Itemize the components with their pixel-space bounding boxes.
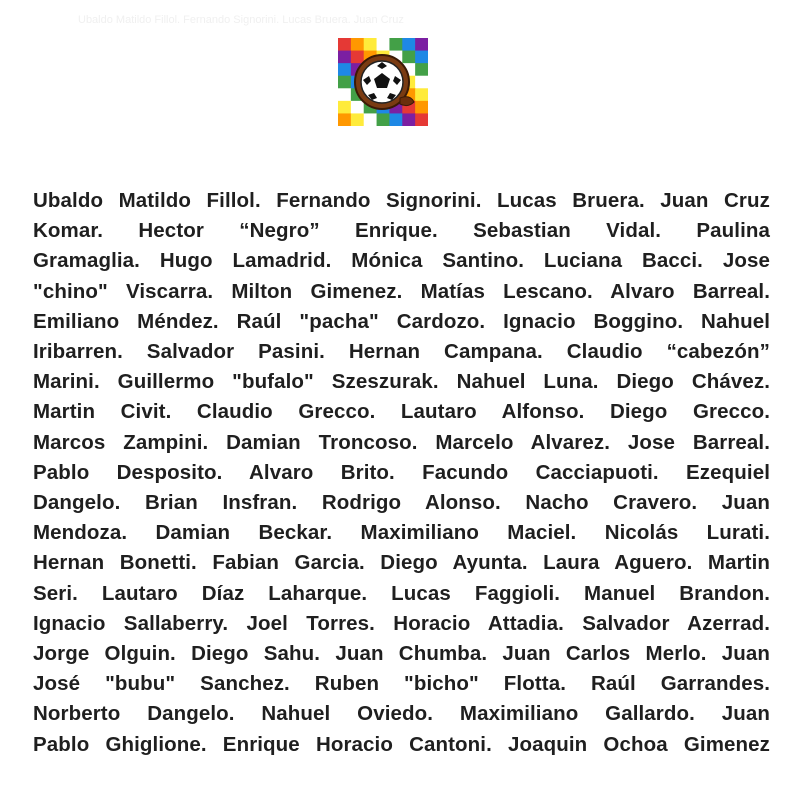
names-line: Marcos Zampini. Damian Troncoso. Marcelo Alvarez. Jose Barreal. (33, 430, 770, 454)
logo-grid-cell (389, 113, 402, 126)
names-line: Pablo Ghiglione. Enrique Horacio Cantoni. Joaquin Ochoa Gimenez (33, 732, 770, 756)
logo-grid-cell (338, 88, 351, 101)
logo-grid-cell (415, 76, 428, 89)
names-line: Dangelo. Brian Insfran. Rodrigo Alonso. Nacho Cravero. Juan (33, 491, 770, 515)
faded-header-text: Ubaldo Matildo Fillol. Fernando Signorini. Lucas Bruera. Juan Cruz (78, 14, 404, 26)
logo-grid-cell (415, 63, 428, 76)
names-line: Marini. Guillermo "bufalo" Szeszurak. Nahuel Luna. Diego Chávez. (33, 370, 770, 394)
logo-grid-cell (377, 38, 390, 51)
names-line: Emiliano Méndez. Raúl "pacha" Cardozo. Ignacio Boggino. Nahuel (33, 309, 770, 333)
logo-grid-cell (402, 113, 415, 126)
names-line: Norberto Dangelo. Nahuel Oviedo. Maximiliano Gallardo. Juan (33, 702, 770, 726)
names-line: José "bubu" Sanchez. Ruben "bicho" Flotta. Raúl Garrandes. (33, 672, 770, 696)
names-line: "chino" Viscarra. Milton Gimenez. Matías Lescano. Alvaro Barreal. (33, 279, 770, 303)
logo-grid-cell (351, 113, 364, 126)
names-line: Jorge Olguin. Diego Sahu. Juan Chumba. Juan Carlos Merlo. Juan (33, 642, 770, 666)
names-line: Ignacio Sallaberry. Joel Torres. Horacio Attadia. Salvador Azerrad. (33, 611, 770, 635)
logo-grid-cell (351, 101, 364, 114)
names-line: Pablo Desposito. Alvaro Brito. Facundo Cacciapuoti. Ezequiel (33, 460, 770, 484)
logo-grid-cell (415, 113, 428, 126)
names-line: Seri. Lautaro Díaz Laharque. Lucas Faggioli. Manuel Brandon. (33, 581, 770, 605)
names-line: Martin Civit. Claudio Grecco. Lautaro Alfonso. Diego Grecco. (33, 400, 770, 424)
names-line: Iribarren. Salvador Pasini. Hernan Campana. Claudio “cabezón” (33, 340, 770, 364)
logo-grid-cell (351, 51, 364, 64)
logo-grid-cell (338, 63, 351, 76)
logo-grid-cell (338, 38, 351, 51)
logo-grid-cell (364, 38, 377, 51)
logo-graphic (338, 38, 428, 126)
logo-grid-cell (415, 88, 428, 101)
logo-grid-cell (338, 113, 351, 126)
logo-grid-cell (415, 51, 428, 64)
names-line: Komar. Hector “Negro” Enrique. Sebastian Vidal. Paulina (33, 219, 770, 243)
logo-grid-cell (377, 113, 390, 126)
names-line: Ubaldo Matildo Fillol. Fernando Signorini. Lucas Bruera. Juan Cruz (33, 189, 770, 212)
logo-grid-cell (338, 101, 351, 114)
logo-grid-cell (338, 76, 351, 89)
names-line: Gramaglia. Hugo Lamadrid. Mónica Santino. Luciana Bacci. Jose (33, 249, 770, 273)
logo-grid-cell (364, 113, 377, 126)
wiphala-soccer-ball-logo (338, 38, 428, 126)
names-line: Mendoza. Damian Beckar. Maximiliano Maciel. Nicolás Lurati. (33, 521, 770, 545)
names-line: Hernan Bonetti. Fabian Garcia. Diego Ayunta. Laura Aguero. Martin (33, 551, 770, 575)
logo-grid-cell (402, 51, 415, 64)
logo-grid-cell (351, 38, 364, 51)
logo-grid-cell (338, 51, 351, 64)
logo-grid-cell (389, 38, 402, 51)
logo-grid-cell (415, 38, 428, 51)
logo-grid-cell (402, 38, 415, 51)
names-paragraph (33, 186, 770, 760)
logo-grid-cell (415, 101, 428, 114)
